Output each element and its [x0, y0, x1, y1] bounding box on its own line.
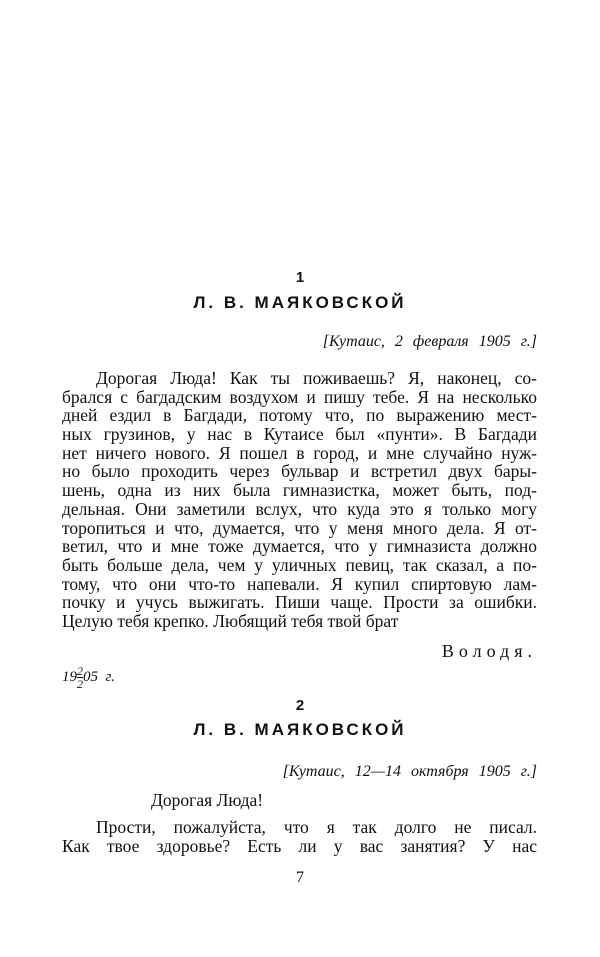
letter-2-body	[62, 818, 537, 855]
body-line: торопиться и что, думается, что у меня много дела. Я от-	[62, 517, 537, 538]
letter-2-date: [Кутаис, 12—14 октября 1905 г.]	[282, 763, 537, 780]
body-line: дельная. Они заметили вслух, что куда это я только могу	[62, 498, 537, 519]
body-line: шень, одна из них была гимназистка, может быть, под-	[62, 480, 537, 501]
fraction-denominator: 2	[77, 677, 83, 692]
body-line: дней ездил в Багдади, потому что, по выражению мест-	[62, 405, 537, 426]
letter-2-heading: Л. В. МАЯКОВСКОЙ	[193, 720, 407, 739]
letter-1-date: [Кутаис, 2 февраля 1905 г.]	[322, 333, 537, 350]
letter-1-number: 1	[295, 269, 305, 286]
body-line: нет ничего нового. Я пошел в город, и мне случайно нуж-	[62, 442, 537, 463]
body-line: тому, что они что-то напевали. Я купил спиртовую лам-	[62, 573, 537, 594]
body-line: брался с багдадским воздухом и пишу тебе. Я на несколько	[62, 386, 537, 407]
date-suffix: 05	[83, 669, 98, 685]
body-line: ветил, что и мне тоже думается, что у гимназиста должно	[62, 536, 537, 557]
letter-2-salutation: Дорогая Люда!	[151, 790, 264, 810]
body-line: почку и учусь выжигать. Пиши чаще. Прости за ошибки.	[62, 592, 537, 613]
body-line: Как твое здоровье? Есть ли у вас занятия? У нас	[62, 835, 537, 856]
letter-2-number: 2	[295, 697, 305, 714]
letter-1-heading: Л. В. МАЯКОВСКОЙ	[193, 293, 407, 312]
date-year-abbr: г.	[105, 669, 115, 685]
body-line: Дорогая Люда! Как ты поживаешь? Я, наконец, со-	[96, 368, 537, 388]
letter-1-body	[62, 369, 537, 631]
written-date	[62, 664, 115, 690]
body-line: но было проходить через бульвар и встретил двух бары-	[62, 461, 537, 482]
fraction-numerator: 2	[77, 664, 83, 679]
body-line: ных грузинов, у нас в Кутаисе был «пунти». В Багдади	[62, 424, 537, 445]
date-prefix: 19	[62, 669, 77, 685]
body-line: быть больше дела, чем у уличных певиц, так сказал, а по-	[62, 554, 537, 575]
signature: Володя.	[441, 641, 537, 661]
page-number: 7	[296, 869, 304, 886]
body-line: Целую тебя крепко. Любящий тебя твой брат	[62, 610, 399, 631]
body-line: Прости, пожалуйста, что я так долго не писал.	[96, 817, 537, 837]
